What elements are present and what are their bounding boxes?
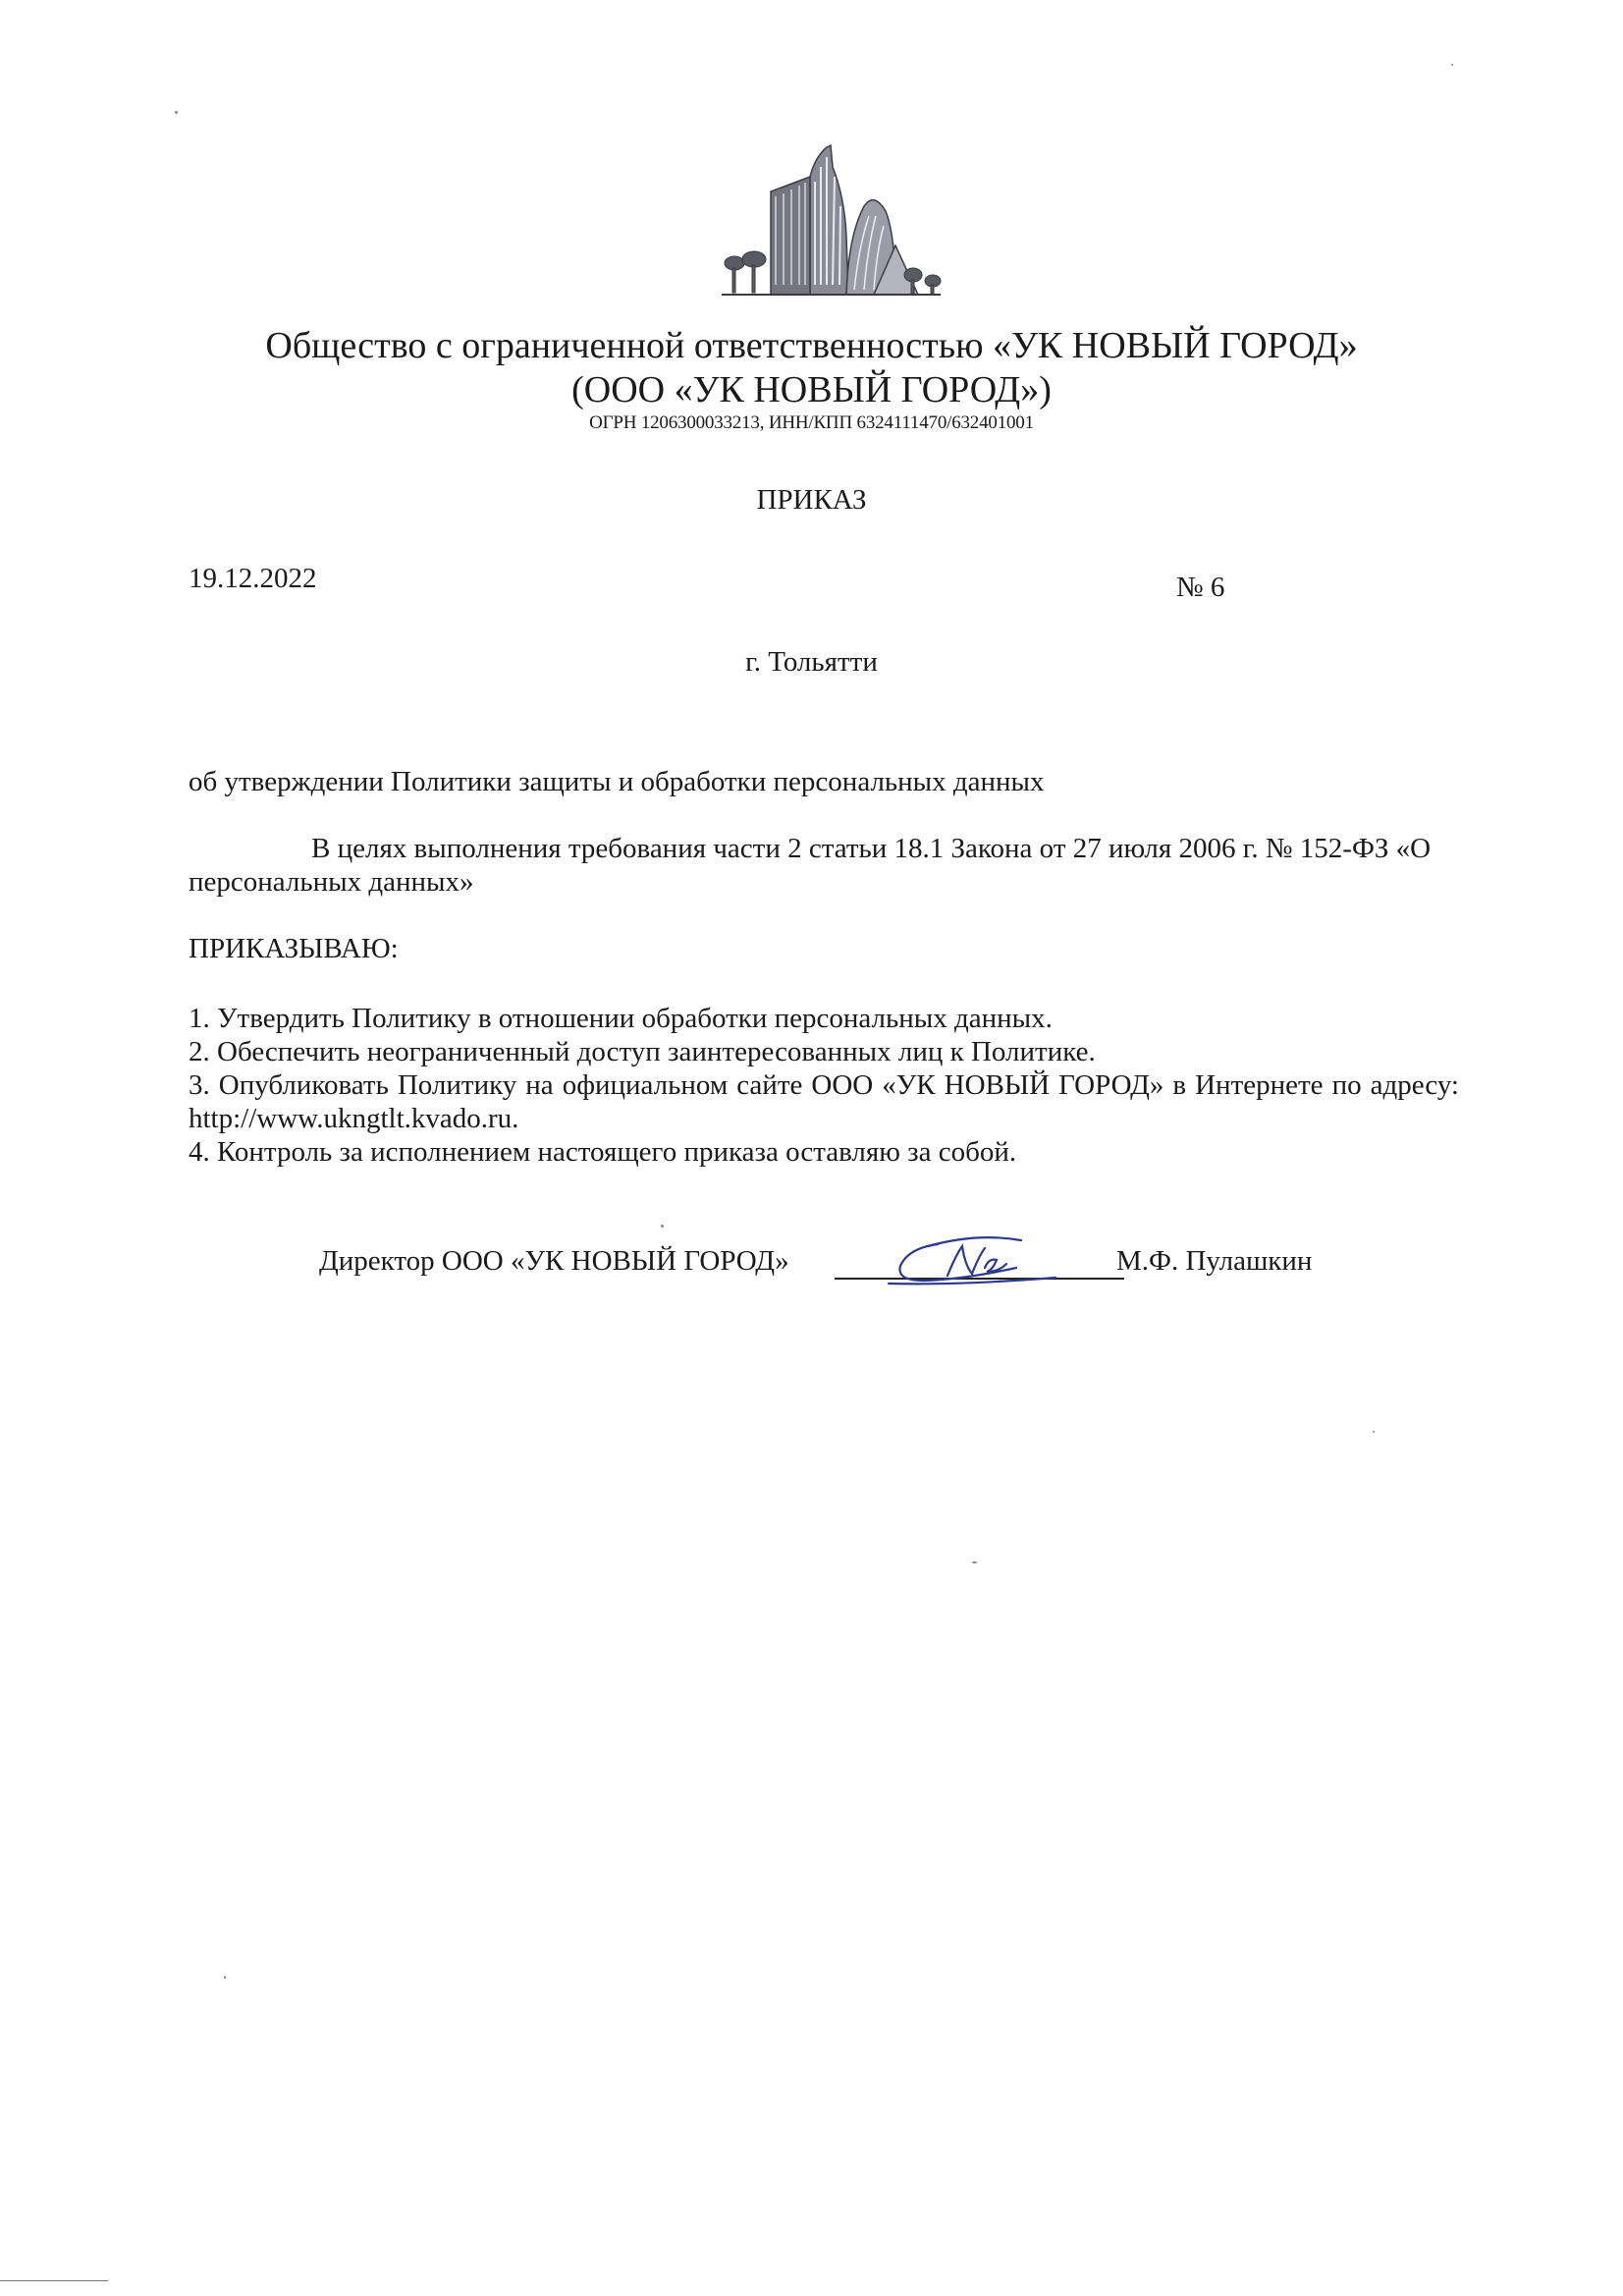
order-word: ПРИКАЗЫВАЮ: [189, 933, 399, 964]
document-type: ПРИКАЗ [756, 484, 867, 516]
order-item: 1. Утвердить Политику в отношении обработки персональных данных. [189, 1003, 1053, 1034]
order-item: 3. Опубликовать Политику на официальном сайте ООО «УК НОВЫЙ ГОРОД» в Интернете по адресу: http://www.ukngtlt.kvado.ru. [189, 1069, 1459, 1134]
handwritten-signature [869, 1227, 1065, 1295]
scan-edge-mark [0, 2280, 108, 2281]
document-number: № 6 [1176, 572, 1225, 603]
scan-speck [224, 1976, 226, 1979]
preamble-text: В целях выполнения требования части 2 статьи 18.1 Закона от 27 июля 2006 г. № 152-ФЗ «О персональных данных» [189, 833, 1432, 898]
signatory-name: М.Ф. Пулашкин [1116, 1245, 1313, 1277]
document-date: 19.12.2022 [189, 563, 317, 594]
scan-speck [175, 111, 178, 114]
scan-speck [972, 1561, 977, 1563]
preamble-paragraph [189, 832, 1455, 899]
scan-speck [1451, 64, 1453, 66]
document-subject: об утверждении Политики защиты и обработки персональных данных [189, 766, 1045, 797]
registration-numbers: ОГРН 1206300033213, ИНН/КПП 6324111470/632401001 [589, 412, 1034, 433]
order-item: 2. Обеспечить неограниченный доступ заинтересованных лиц к Политике. [189, 1036, 1096, 1067]
organization-short-name: (ООО «УК НОВЫЙ ГОРОД») [571, 369, 1052, 410]
scan-speck [1373, 1431, 1375, 1433]
order-items-list [189, 1002, 1459, 1169]
city-buildings-logo-icon [717, 137, 943, 304]
order-item: 4. Контроль за исполнением настоящего приказа оставляю за собой. [189, 1136, 1017, 1168]
organization-full-name: Общество с ограниченной ответственностью «УК НОВЫЙ ГОРОД» [265, 325, 1358, 366]
scan-speck [661, 1225, 664, 1228]
document-city: г. Тольятти [745, 646, 878, 678]
signatory-title: Директор ООО «УК НОВЫЙ ГОРОД» [319, 1245, 789, 1277]
signature-block [319, 1242, 1399, 1301]
